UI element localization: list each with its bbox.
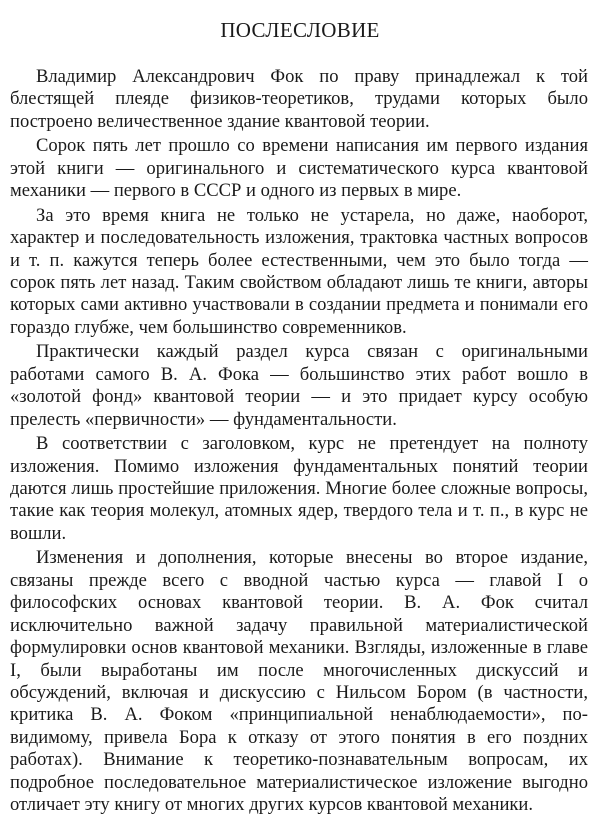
page-title: ПОСЛЕСЛОВИЕ: [220, 18, 380, 42]
afterword-text: [10, 66, 588, 819]
paragraph-3: За это время книга не только не устарела, но даже, наоборот, характер и последовательность изложения, трактовка частных вопросов и т. п. кажутся теперь более естественными, чем это было тогда — сорок пять лет назад. Таким свойством обладают лишь те книги, авторы которых сами активно участвовали в создании предмета и понимали его гораздо глубже, чем большинство современников.: [10, 204, 588, 338]
paragraph-4: Практически каждый раздел курса связан с оригинальными работами самого В. А. Фока — большинство этих работ вошло в «золотой фонд» квантовой теории — и это придает курсу особую прелесть «первичности» — фундаментальности.: [10, 341, 588, 430]
paragraph-2: Сорок пять лет прошло со времени написания им первого издания этой книги — оригинального и систематического курса квантовой механики — первого в СССР и одного из первых в мире.: [10, 135, 588, 202]
paragraph-1: Владимир Александрович Фок по праву принадлежал к той блестящей плеяде физиков-теоретиков, трудами которых было построено величественное здание квантовой теории.: [10, 66, 588, 132]
paragraph-5: В соответствии с заголовком, курс не претендует на полноту изложения. Помимо изложения фундаментальных понятий теории даются лишь простейшие приложения. Многие более сложные вопросы, такие как теория молекул, атомных ядер, твердого тела и т. п., в курс не вошли.: [10, 433, 588, 544]
paragraph-6: Изменения и дополнения, которые внесены во второе издание, связаны прежде всего с вводной частью курса — главой I о философских основах квантовой теории. В. А. Фок считал исключительно важной задачу правильной материалистической формулировки основ квантовой механики. Взгляды, изложенные в главе I, были выработаны им после многочисленных дискуссий и обсуждений, включая и дискуссию с Нильсом Бором (в частности, критика В. А. Фоком «принципиальной ненаблюдаемости», по-видимому, привела Бора к отказу от этого понятия в его поздних работах). Внимание к теоретико-познавательным вопросам, их подробное последовательное материалистическое изложение выгодно отличает эту книгу от многих других курсов квантовой механики.: [10, 547, 588, 815]
